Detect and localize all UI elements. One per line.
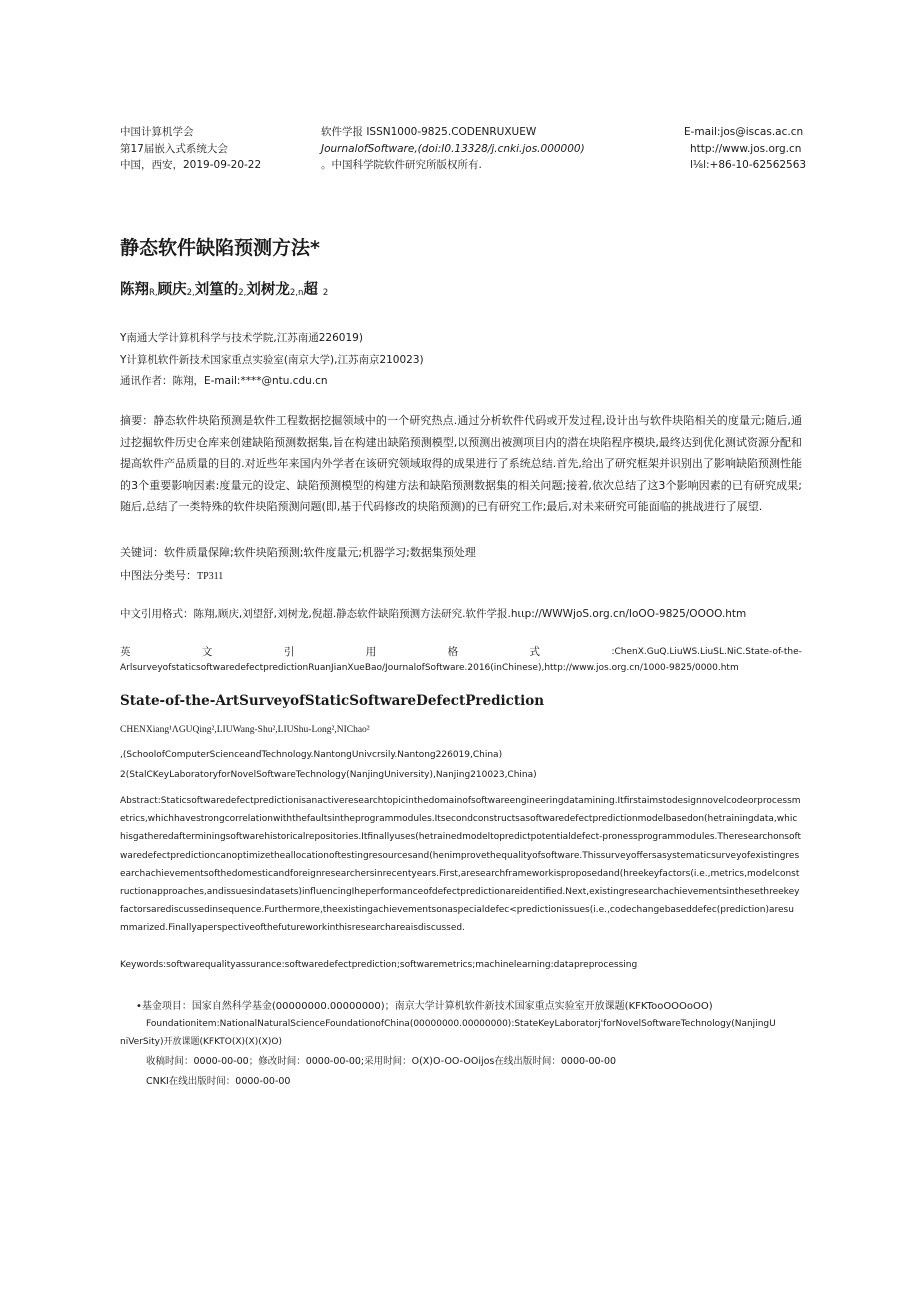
- clc-cn: [120, 565, 223, 588]
- citation-en-head: [120, 644, 802, 660]
- author-mark: 2,: [186, 288, 195, 298]
- cite-en-head-text: :ChenX.GuQ.LiuWS.LiuSL.NiC.State-of-the-: [611, 647, 802, 657]
- affiliation-en-line: ,(SchoolofComputerScienceandTechnology.NantongUnivcrsily.Nantong226019,China): [120, 750, 503, 760]
- header-middle: [321, 124, 585, 174]
- abstract-cn: 摘要：静态软件块陷预测是软件工程数据挖掘领域中的一个研究热点.通过分析软件代码或开发过程,设计出与软件块陷相关的度量元;随后,通过挖掘软件历史仓库来创建缺陷预测数据集,旨在构建出缺陷预测模型,以预测出被测项目内的潜在块陷程序模块,最终达到优化测试资源分配和提高软件产品质量的目的.对近些年来国内外学者在该研究领域取得的成果进行了系统总结.首先,给出了研究框架并识别出了影响缺陷预测性能的3个重要影响因素:度量元的设定、缺陷预测模型的构建方法和缺陷预测数据集的相关问题;接着,依次总结了这3个影响因素的已有研究成果;随后,总结了一类特殊的软件块陷预测问题(即,基于代码修改的块陷预测)的已有研究工作;最后,对未来研究可能面临的挑战进行了展望.: [120, 414, 802, 513]
- keywords-en: Keywords:softwarequalityassurance:softwaredefectprediction;softwaremetrics;machinelearning:datapreprocessing: [120, 960, 638, 970]
- author-mark: 2: [322, 288, 329, 298]
- header-left: [120, 124, 261, 174]
- footnote-dates: 收稿时间：0000-00-00；修改时间：0000-00-00;采用时间：O(X)O-OO-OOijos在线出版时间：0000-00-00: [146, 1056, 617, 1067]
- author-name: 陈翔: [120, 282, 149, 298]
- header-left-line: 中国，西安，2019-09-20-22: [120, 159, 262, 171]
- author-name: 超: [303, 282, 318, 298]
- cite-label-char: 文: [201, 646, 213, 658]
- cite-label-char: 英: [120, 646, 131, 658]
- clc-value: TP311: [197, 571, 224, 582]
- keywords-cn: 关键词：软件质量保障;软件块陷预测;软件度量元;机器学习;数据集预处理: [120, 546, 476, 559]
- header-middle-line: 软件学报 ISSN1000-9825.CODENRUXUEW: [321, 126, 537, 138]
- author-name: 刘树龙: [246, 282, 290, 298]
- header-right: [684, 124, 806, 174]
- abstract-en: Abstract:Staticsoftwaredefectpredictionisanactiveresearchtopicinthedomainofsoftwareengineeringdatamining.Itfirstaimstodesignnovelcodeorprocessmetrics,whichhavestrongcorrelationwiththefaultsintheprogrammodules.Itsecondconstructsasoftwaredefectpredictionmodelbasedon(hetrainingdata,whichisgatheredafterminingsoftwarehistoricalrepositories.Itfinallyuses(hetrainedmodeltopredictpotentialdefect-pronessprogrammodules.Theresearchonsoftwaredefectpredictioncanoptimizetheallocationoftestingresourcesand(henimprovethequalityofsoftware.Thissurveyoffersasystematicsurveyofexistingresearchachievementsofthedomesticandforeignresearchersinrecentyears.First,aresearchframeworkisproposedand(hreekeyfactors(i.e.,metrics,modelconstructionapproaches,andissuesindatasets)influencingIheperformanceofdefectpredictionareidentified.Next,existingresearchachievementsinthesethreekeyfactorsarediscussedinsequence.Furthermore,theexistingachievementsonaspecialdefec<predictionissues(i.e.,codechangebaseddefec(prediction)aresummarized.Finallyaperspectiveofthefutureworkinthisresearchareaisdiscussed.: [120, 796, 802, 934]
- affiliation-line: Y计算机软件新技术国家重点实验室(南京大学),江苏南京210023): [120, 354, 424, 366]
- header-left-line: 第17届嵌入式系统大会: [120, 142, 228, 155]
- citation-en-rest: ArlsurveyofstaticsoftwaredefectpredictionRuanJianXueBao/JournalofSoftware.2016(inChinese),http://www.jos.org.cn/1000-9825/0000.htm: [120, 663, 739, 673]
- header-right-line: http://www.jos.org.cn: [690, 142, 802, 155]
- clc-label: 中图法分类号：: [120, 569, 197, 582]
- author-mark: 2,: [238, 288, 247, 298]
- header-middle-line: JournalofSoftware,(doi:I0.13328/j.cnki.jos.000000): [321, 142, 585, 155]
- cite-label-char: 引: [283, 646, 295, 658]
- affiliations-en: [120, 745, 537, 785]
- author-name: 刘篁的: [194, 282, 239, 298]
- header-middle-line: 。中国科学院软件研究所版权所有.: [321, 159, 482, 171]
- affiliation-en-line: 2(StalCKeyLaboratoryforNovelSoftwareTechnology(NanjingUniversity),Nanjing210023,China): [120, 770, 537, 780]
- footnote-fund-en: Foundationitem:NationalNaturalScienceFoundationofChina(00000000.00000000):StateKeyLaboratorj'forNovelSoftwareTechnology(NanjingUniVerSity)开放课题(KFKTO(X)(X)(X)O): [120, 1019, 776, 1047]
- citation-cn: 中文引用格式：陈翔,顾庆,刘望舒,刘树龙,倪超.静态软件缺陷预测方法研究.软件学报.hιιp://WWWjoS.org.cn/IoOO-9825/OOOO.htm: [120, 608, 747, 620]
- authors-cn: [120, 278, 328, 299]
- header-right-line: E-mail:jos@iscas.ac.cn: [684, 126, 804, 138]
- cite-label-char: 格: [447, 646, 459, 658]
- author-mark: R,: [149, 288, 158, 298]
- header-right-line: l⅛l:+86-10-62562563: [690, 159, 807, 171]
- author-mark: 2,n: [289, 288, 304, 298]
- authors-en: CHENXiang¹ΛGUQing²,LIUWang-Shu²,LIUShu-Long²,NIChao²: [120, 725, 370, 735]
- paper-title-cn: 静态软件缺陷预测方法*: [120, 237, 320, 259]
- author-name: 顾庆: [157, 282, 187, 298]
- footnote-fund-cn: •基金项目：国家自然科学基金(00000000.00000000)；南京大学计算机软件新技术国家重点实验室开放课题(KFKTooOOOoOO): [136, 1001, 713, 1012]
- affiliation-line: Y南通大学计算机科学与技术学院,江苏南通226019): [120, 332, 363, 344]
- cite-label-char: 式: [529, 646, 541, 658]
- cite-label-char: 用: [365, 646, 377, 658]
- paper-title-en: State-of-the-ArtSurveyofStaticSoftwareDefectPrediction: [120, 693, 545, 709]
- footnote-cnki: CNKI在线出版时间：0000-00-00: [146, 1076, 291, 1087]
- header-left-line: 中国计算机学会: [120, 126, 194, 138]
- corresponding-author: 通讯作者：陈翔，E-mail:****@ntu.cdu.cn: [120, 375, 328, 387]
- affiliations-cn: [120, 328, 424, 391]
